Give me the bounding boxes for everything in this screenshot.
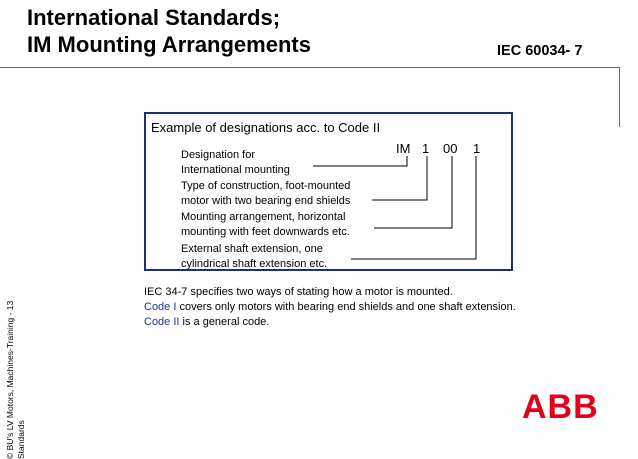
copyright-line2: Standards: [16, 420, 26, 459]
code-part-arrangement: 00: [443, 141, 458, 156]
standard-reference: IEC 60034- 7: [497, 43, 583, 59]
notes-block: [144, 285, 516, 330]
code-ii-text: Code II: [144, 316, 180, 328]
page-title-line1: International Standards;: [27, 5, 281, 30]
connector-construction: [372, 156, 427, 200]
label-arrangement: Mounting arrangement, horizontal mounting with feet downwards etc.: [181, 211, 350, 238]
notes-line3: Code II is a general code.: [144, 316, 270, 328]
connector-arrangement: [374, 156, 452, 228]
copyright-line1: © BU’s LV Motors, Machines-Training - 13: [5, 300, 15, 459]
notes-line1: IEC 34-7 specifies two ways of stating how a motor is mounted.: [144, 286, 453, 298]
connector-shaft: [351, 156, 476, 259]
code-part-construction: 1: [422, 141, 430, 156]
abb-logo: ABB: [522, 388, 599, 426]
label-designation: Designation for International mounting: [181, 149, 290, 176]
code-part-im: IM: [396, 141, 411, 156]
page-title-line2: IM Mounting Arrangements: [27, 32, 311, 57]
connector-im: [313, 156, 407, 166]
notes-line2: Code I covers only motors with bearing end shields and one shaft extension.: [144, 301, 516, 313]
example-box-heading: Example of designations acc. to Code II: [151, 120, 381, 135]
code-part-shaft: 1: [473, 141, 481, 156]
label-construction: Type of construction, foot-mounted motor with two bearing end shields: [181, 180, 351, 207]
code-i-text: Code I: [144, 301, 177, 313]
label-shaft-extension: External shaft extension, one cylindrical shaft extension etc.: [181, 243, 328, 270]
